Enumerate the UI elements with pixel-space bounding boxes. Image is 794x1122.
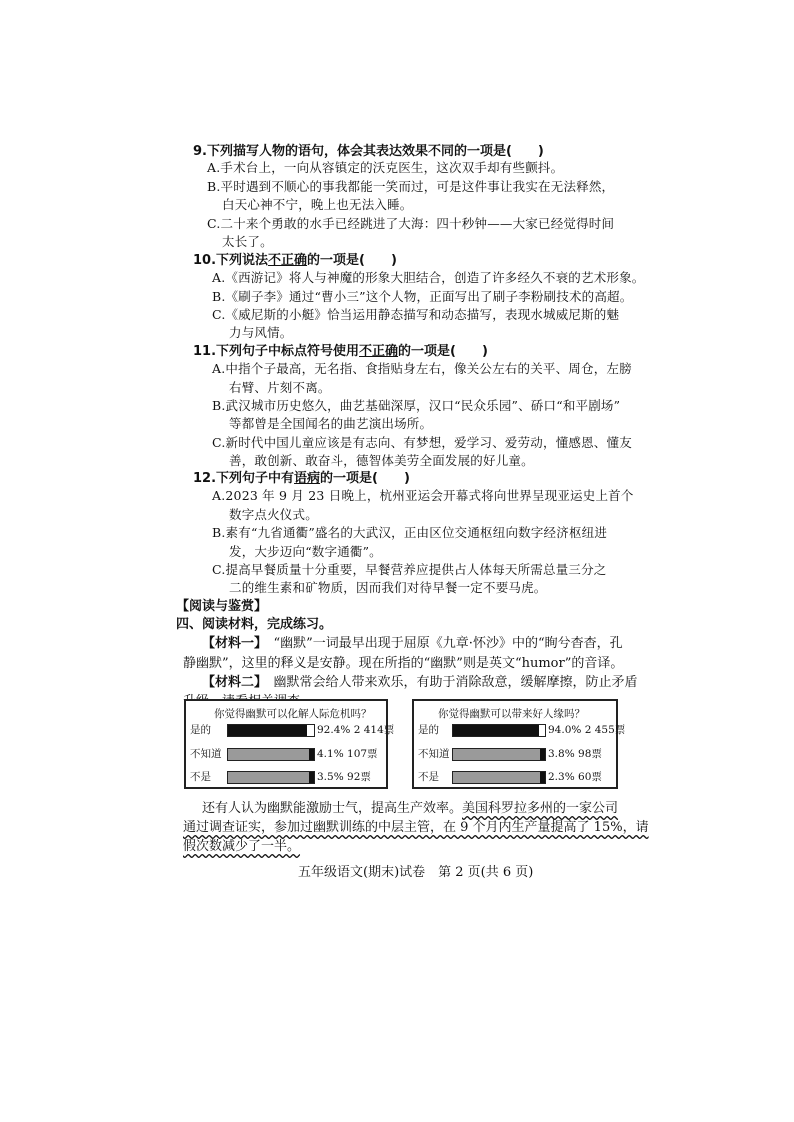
survey-chart-2-question: 你觉得幽默可以带来好人缘吗？ bbox=[438, 708, 585, 720]
question-11-option-a-line2: 右臂、片刻不离。 bbox=[229, 380, 331, 395]
question-11-option-b-line1: B.武汉城市历史悠久，曲艺基础深厚，汉口“民众乐园”、硚口“和平剧场” bbox=[212, 398, 621, 413]
survey-bar-value-marker bbox=[309, 772, 314, 783]
question-9-option-b-line1: B.平时遇到不顺心的事我都能一笑而过，可是这件事让我实在无法释然， bbox=[207, 179, 615, 194]
question-11-option-a-line1: A.中指个子最高，无名指、食指贴身左右，像关公左右的关平、周仓，左膀 bbox=[212, 361, 632, 376]
question-10-title: 10.下列说法不正确的一项是( ) bbox=[193, 253, 397, 268]
question-9-option-c-line1: C.二十来个勇敢的水手已经跳进了大海：四十秒钟——大家已经觉得时间 bbox=[207, 216, 615, 231]
survey-bar-value-label: 3.5% 92票 bbox=[317, 771, 371, 783]
page-footer: 五年级语文(期末)试卷 第 2 页(共 6 页) bbox=[298, 865, 534, 880]
question-12-option-a-line2: 数字点火仪式。 bbox=[229, 507, 318, 522]
material-1-line2: 静幽默”，这里的释义是安静。现在所指的“幽默”则是英文“humor”的音译。 bbox=[183, 656, 624, 671]
survey-bar-value-label: 94.0% 2 455票 bbox=[548, 724, 626, 736]
question-10-option-a: A.《西游记》将人与神魔的形象大胆结合，创造了许多经久不衰的艺术形象。 bbox=[212, 270, 645, 285]
question-12-option-b-line1: B.素有“九省通衢”盛名的大武汉，正由区位交通枢纽向数字经济枢纽进 bbox=[212, 525, 608, 540]
survey-bar bbox=[228, 772, 310, 783]
survey-chart-1-question: 你觉得幽默可以化解人际危机吗？ bbox=[214, 708, 372, 720]
survey-bar-value-label: 92.4% 2 414票 bbox=[317, 724, 395, 736]
survey-bar-track bbox=[227, 724, 315, 737]
question-12-option-a-line1: A.2023 年 9 月 23 日晚上，杭州亚运会开幕式将向世界呈现亚运史上首个 bbox=[212, 488, 634, 503]
material-1-line1: 【材料一】 “幽默”一词最早出现于屈原《九章·怀沙》中的“眴兮杳杳，孔 bbox=[202, 636, 623, 651]
survey-bar bbox=[453, 749, 540, 760]
question-9-option-a: A.手术台上，一向从容镇定的沃克医生，这次双手却有些颤抖。 bbox=[207, 160, 564, 175]
survey-bar-value-marker bbox=[540, 749, 545, 760]
survey-chart-2 bbox=[412, 699, 626, 789]
question-10-option-c-line2: 力与风情。 bbox=[229, 325, 293, 340]
section-heading-reading: 【阅读与鉴赏】 bbox=[176, 599, 268, 614]
question-12-title: 12.下列句子中有语病的一项是( ) bbox=[193, 471, 410, 486]
question-10-option-c-line1: C.《威尼斯的小艇》恰当运用静态描写和动态描写，表现水城威尼斯的魅 bbox=[212, 307, 620, 322]
section-heading-four: 四、阅读材料，完成练习。 bbox=[176, 617, 333, 632]
survey-bar-label: 不是 bbox=[418, 771, 439, 783]
survey-bar bbox=[228, 725, 307, 736]
survey-bar-value-label: 4.1% 107票 bbox=[317, 748, 378, 760]
closing-paragraph-line1: 还有人认为幽默能激励士气，提高生产效率。美国科罗拉多州的一家公司 bbox=[202, 801, 619, 816]
survey-chart-1 bbox=[184, 699, 395, 789]
survey-bar-value-label: 3.8% 98票 bbox=[548, 748, 602, 760]
question-11-option-c-line1: C.新时代中国儿童应该是有志向、有梦想，爱学习、爱劳动，懂感恩、懂友 bbox=[212, 435, 632, 450]
survey-bar bbox=[228, 749, 310, 760]
survey-bar-value-marker bbox=[540, 772, 545, 783]
question-11-option-c-line2: 善，敢创新、敢奋斗，德智体美劳全面发展的好儿童。 bbox=[229, 453, 534, 468]
question-9-title: 9.下列描写人物的语句，体会其表达效果不同的一项是( ) bbox=[193, 144, 544, 159]
question-12-option-c-line2: 二的维生素和矿物质，因而我们对待早餐一定不要马虎。 bbox=[229, 580, 547, 595]
material-2-line1: 【材料二】 幽默常会给人带来欢乐，有助于消除敌意，缓解摩擦，防止矛盾 bbox=[202, 675, 638, 690]
question-10-option-b: B.《刷子李》通过“曹小三”这个人物，正面写出了刷子李粉刷技术的高超。 bbox=[212, 289, 633, 304]
survey-bar-track bbox=[452, 724, 546, 737]
question-9-option-c-line2: 太长了。 bbox=[222, 234, 273, 249]
closing-paragraph-line3: 假次数减少了一半。 bbox=[183, 839, 301, 854]
survey-bar-label: 不知道 bbox=[190, 748, 222, 760]
survey-bar-label: 是的 bbox=[418, 724, 439, 736]
survey-bar-value-label: 2.3% 60票 bbox=[548, 771, 602, 783]
question-9-option-b-line2: 白天心神不宁，晚上也无法入睡。 bbox=[222, 197, 413, 212]
survey-bar-label: 不是 bbox=[190, 771, 211, 783]
question-11-title: 11.下列句子中标点符号使用不正确的一项是( ) bbox=[193, 344, 488, 359]
survey-bar-track bbox=[227, 748, 315, 761]
survey-bar-track bbox=[452, 748, 546, 761]
closing-paragraph-line2: 通过调查证实，参加过幽默训练的中层主管，在 9 个月内生产量提高了 15%，请 bbox=[183, 820, 649, 835]
survey-bar bbox=[453, 772, 540, 783]
survey-bar bbox=[453, 725, 539, 736]
question-12-option-b-line2: 发，大步迈向“数字通衢”。 bbox=[229, 544, 382, 559]
survey-bar-value-marker bbox=[309, 749, 314, 760]
survey-bar-track bbox=[227, 771, 315, 784]
survey-bar-track bbox=[452, 771, 546, 784]
question-11-option-b-line2: 等都曾是全国闻名的曲艺演出场所。 bbox=[229, 416, 433, 431]
survey-bar-label: 不知道 bbox=[418, 748, 450, 760]
survey-bar-label: 是的 bbox=[190, 724, 211, 736]
question-12-option-c-line1: C.提高早餐质量十分重要，早餐营养应提供占人体每天所需总量三分之 bbox=[212, 562, 607, 577]
